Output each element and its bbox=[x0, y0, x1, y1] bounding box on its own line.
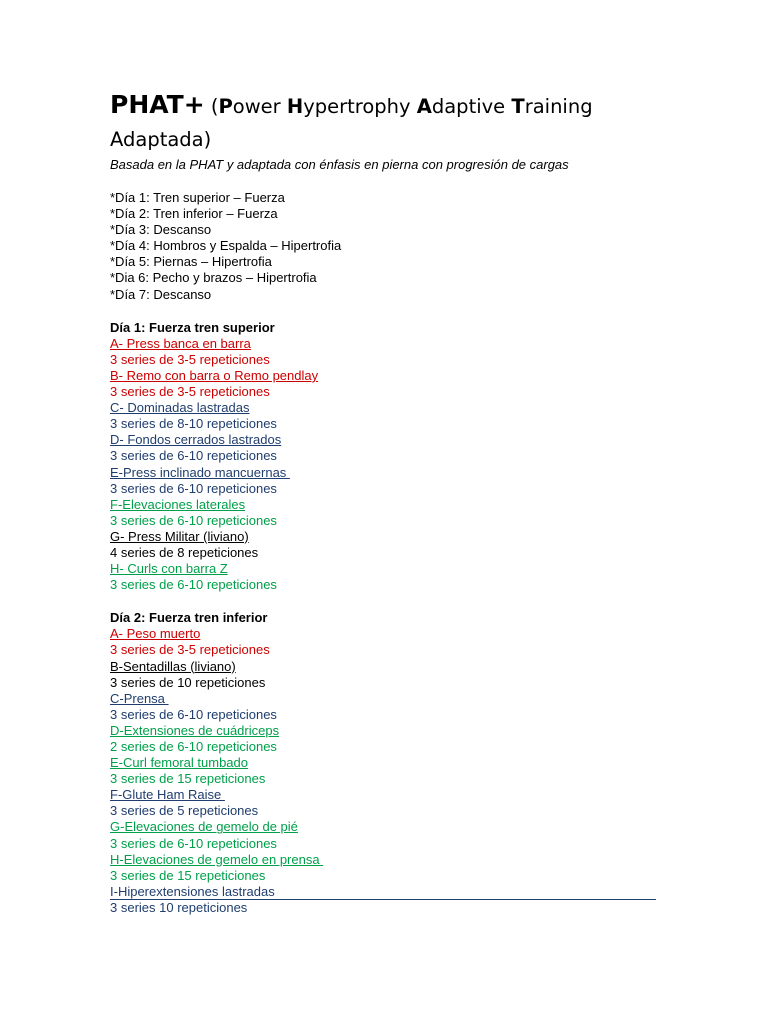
day2-sets-g: 3 series de 6-10 repeticiones bbox=[110, 835, 277, 851]
day1-sets-a: 3 series de 3-5 repeticiones bbox=[110, 351, 270, 367]
day2-exercise-f: F-Glute Ham Raise bbox=[110, 787, 225, 803]
title-line-2: Adaptada) bbox=[110, 128, 212, 151]
day1-exercise-e: E-Press inclinado mancuernas bbox=[110, 464, 290, 480]
schedule-day-7: *Día 7: Descanso bbox=[110, 286, 212, 302]
title-word-adaptive: daptive bbox=[431, 95, 512, 118]
schedule-day-6: *Dia 6: Pecho y brazos – Hipertrofia bbox=[110, 270, 317, 286]
day2-sets-e: 3 series de 15 repeticiones bbox=[110, 771, 266, 787]
day1-sets-d: 3 series de 6-10 repeticiones bbox=[110, 448, 277, 464]
day2-exercise-a: A- Peso muerto bbox=[110, 626, 201, 642]
spacer bbox=[110, 173, 670, 190]
day2-exercise-i-row bbox=[110, 884, 670, 900]
day2-sets-h: 3 series de 15 repeticiones bbox=[110, 867, 266, 883]
title-word-training: raining bbox=[524, 95, 593, 118]
day1-exercise-f: F-Elevaciones laterales bbox=[110, 496, 246, 512]
day1-exercise-g: G- Press Militar (liviano) bbox=[110, 528, 249, 544]
title-letter-p: P bbox=[218, 95, 233, 118]
title-word-hypertrophy: ypertrophy bbox=[303, 95, 417, 118]
spacer bbox=[110, 593, 670, 610]
day1-sets-e: 3 series de 6-10 repeticiones bbox=[110, 480, 277, 496]
day2-sets-b: 3 series de 10 repeticiones bbox=[110, 674, 266, 690]
day1-exercise-c: C- Dominadas lastradas bbox=[110, 400, 250, 416]
day2-section bbox=[110, 610, 670, 916]
day1-exercise-h: H- Curls con barra Z bbox=[110, 561, 228, 577]
title-letter-a: A bbox=[416, 95, 432, 118]
day1-heading: Día 1: Fuerza tren superior bbox=[110, 319, 275, 335]
day2-exercise-c: C-Prensa bbox=[110, 690, 169, 706]
title-word-power: ower bbox=[232, 95, 287, 118]
day2-exercise-b: B-Sentadillas (liviano) bbox=[110, 658, 236, 674]
day2-heading: Día 2: Fuerza tren inferior bbox=[110, 610, 268, 626]
schedule-day-5: *Día 5: Piernas – Hipertrofia bbox=[110, 254, 272, 270]
day1-sets-h: 3 series de 6-10 repeticiones bbox=[110, 577, 277, 593]
title-acronym: PHAT+ bbox=[110, 90, 205, 119]
day2-sets-d: 2 series de 6-10 repeticiones bbox=[110, 739, 277, 754]
day2-exercise-d: D-Extensiones de cuádriceps bbox=[110, 722, 280, 738]
day1-exercise-d: D- Fondos cerrados lastrados bbox=[110, 432, 282, 448]
weekly-schedule bbox=[110, 190, 670, 303]
schedule-day-4: *Día 4: Hombros y Espalda – Hipertrofia bbox=[110, 238, 342, 254]
day1-sets-b: 3 series de 3-5 repeticiones bbox=[110, 384, 270, 400]
schedule-day-2: *Día 2: Tren inferior – Fuerza bbox=[110, 206, 278, 222]
day1-sets-g: 4 series de 8 repeticiones bbox=[110, 544, 259, 560]
spacer bbox=[110, 303, 670, 320]
day1-exercise-b: B- Remo con barra o Remo pendlay bbox=[110, 367, 319, 383]
day2-exercise-g: G-Elevaciones de gemelo de pié bbox=[110, 819, 298, 835]
day2-sets-f: 3 series de 5 repeticiones bbox=[110, 803, 259, 819]
day2-exercise-h: H-Elevaciones de gemelo en prensa bbox=[110, 851, 324, 867]
day2-exercise-e: E-Curl femoral tumbado bbox=[110, 755, 248, 771]
day2-exercise-i: I-Hiperextensiones lastradas bbox=[110, 885, 656, 900]
day1-sets-f: 3 series de 6-10 repeticiones bbox=[110, 512, 277, 528]
day1-section bbox=[110, 320, 670, 594]
day2-sets-i: 3 series 10 repeticiones bbox=[110, 899, 248, 915]
title-open-paren: ( bbox=[204, 95, 219, 118]
document-page bbox=[110, 88, 670, 916]
schedule-day-3: *Día 3: Descanso bbox=[110, 222, 212, 238]
subtitle: Basada en la PHAT y adaptada con énfasis en pierna con progresión de cargas bbox=[110, 157, 569, 172]
title-letter-h: H bbox=[286, 95, 304, 118]
day2-sets-a: 3 series de 3-5 repeticiones bbox=[110, 642, 270, 658]
day1-exercise-a: A- Press banca en barra bbox=[110, 335, 251, 351]
schedule-day-1: *Día 1: Tren superior – Fuerza bbox=[110, 190, 285, 205]
title-letter-t: T bbox=[511, 95, 525, 118]
day2-sets-c: 3 series de 6-10 repeticiones bbox=[110, 706, 277, 722]
day1-sets-c: 3 series de 8-10 repeticiones bbox=[110, 416, 277, 432]
document-title bbox=[110, 88, 670, 156]
